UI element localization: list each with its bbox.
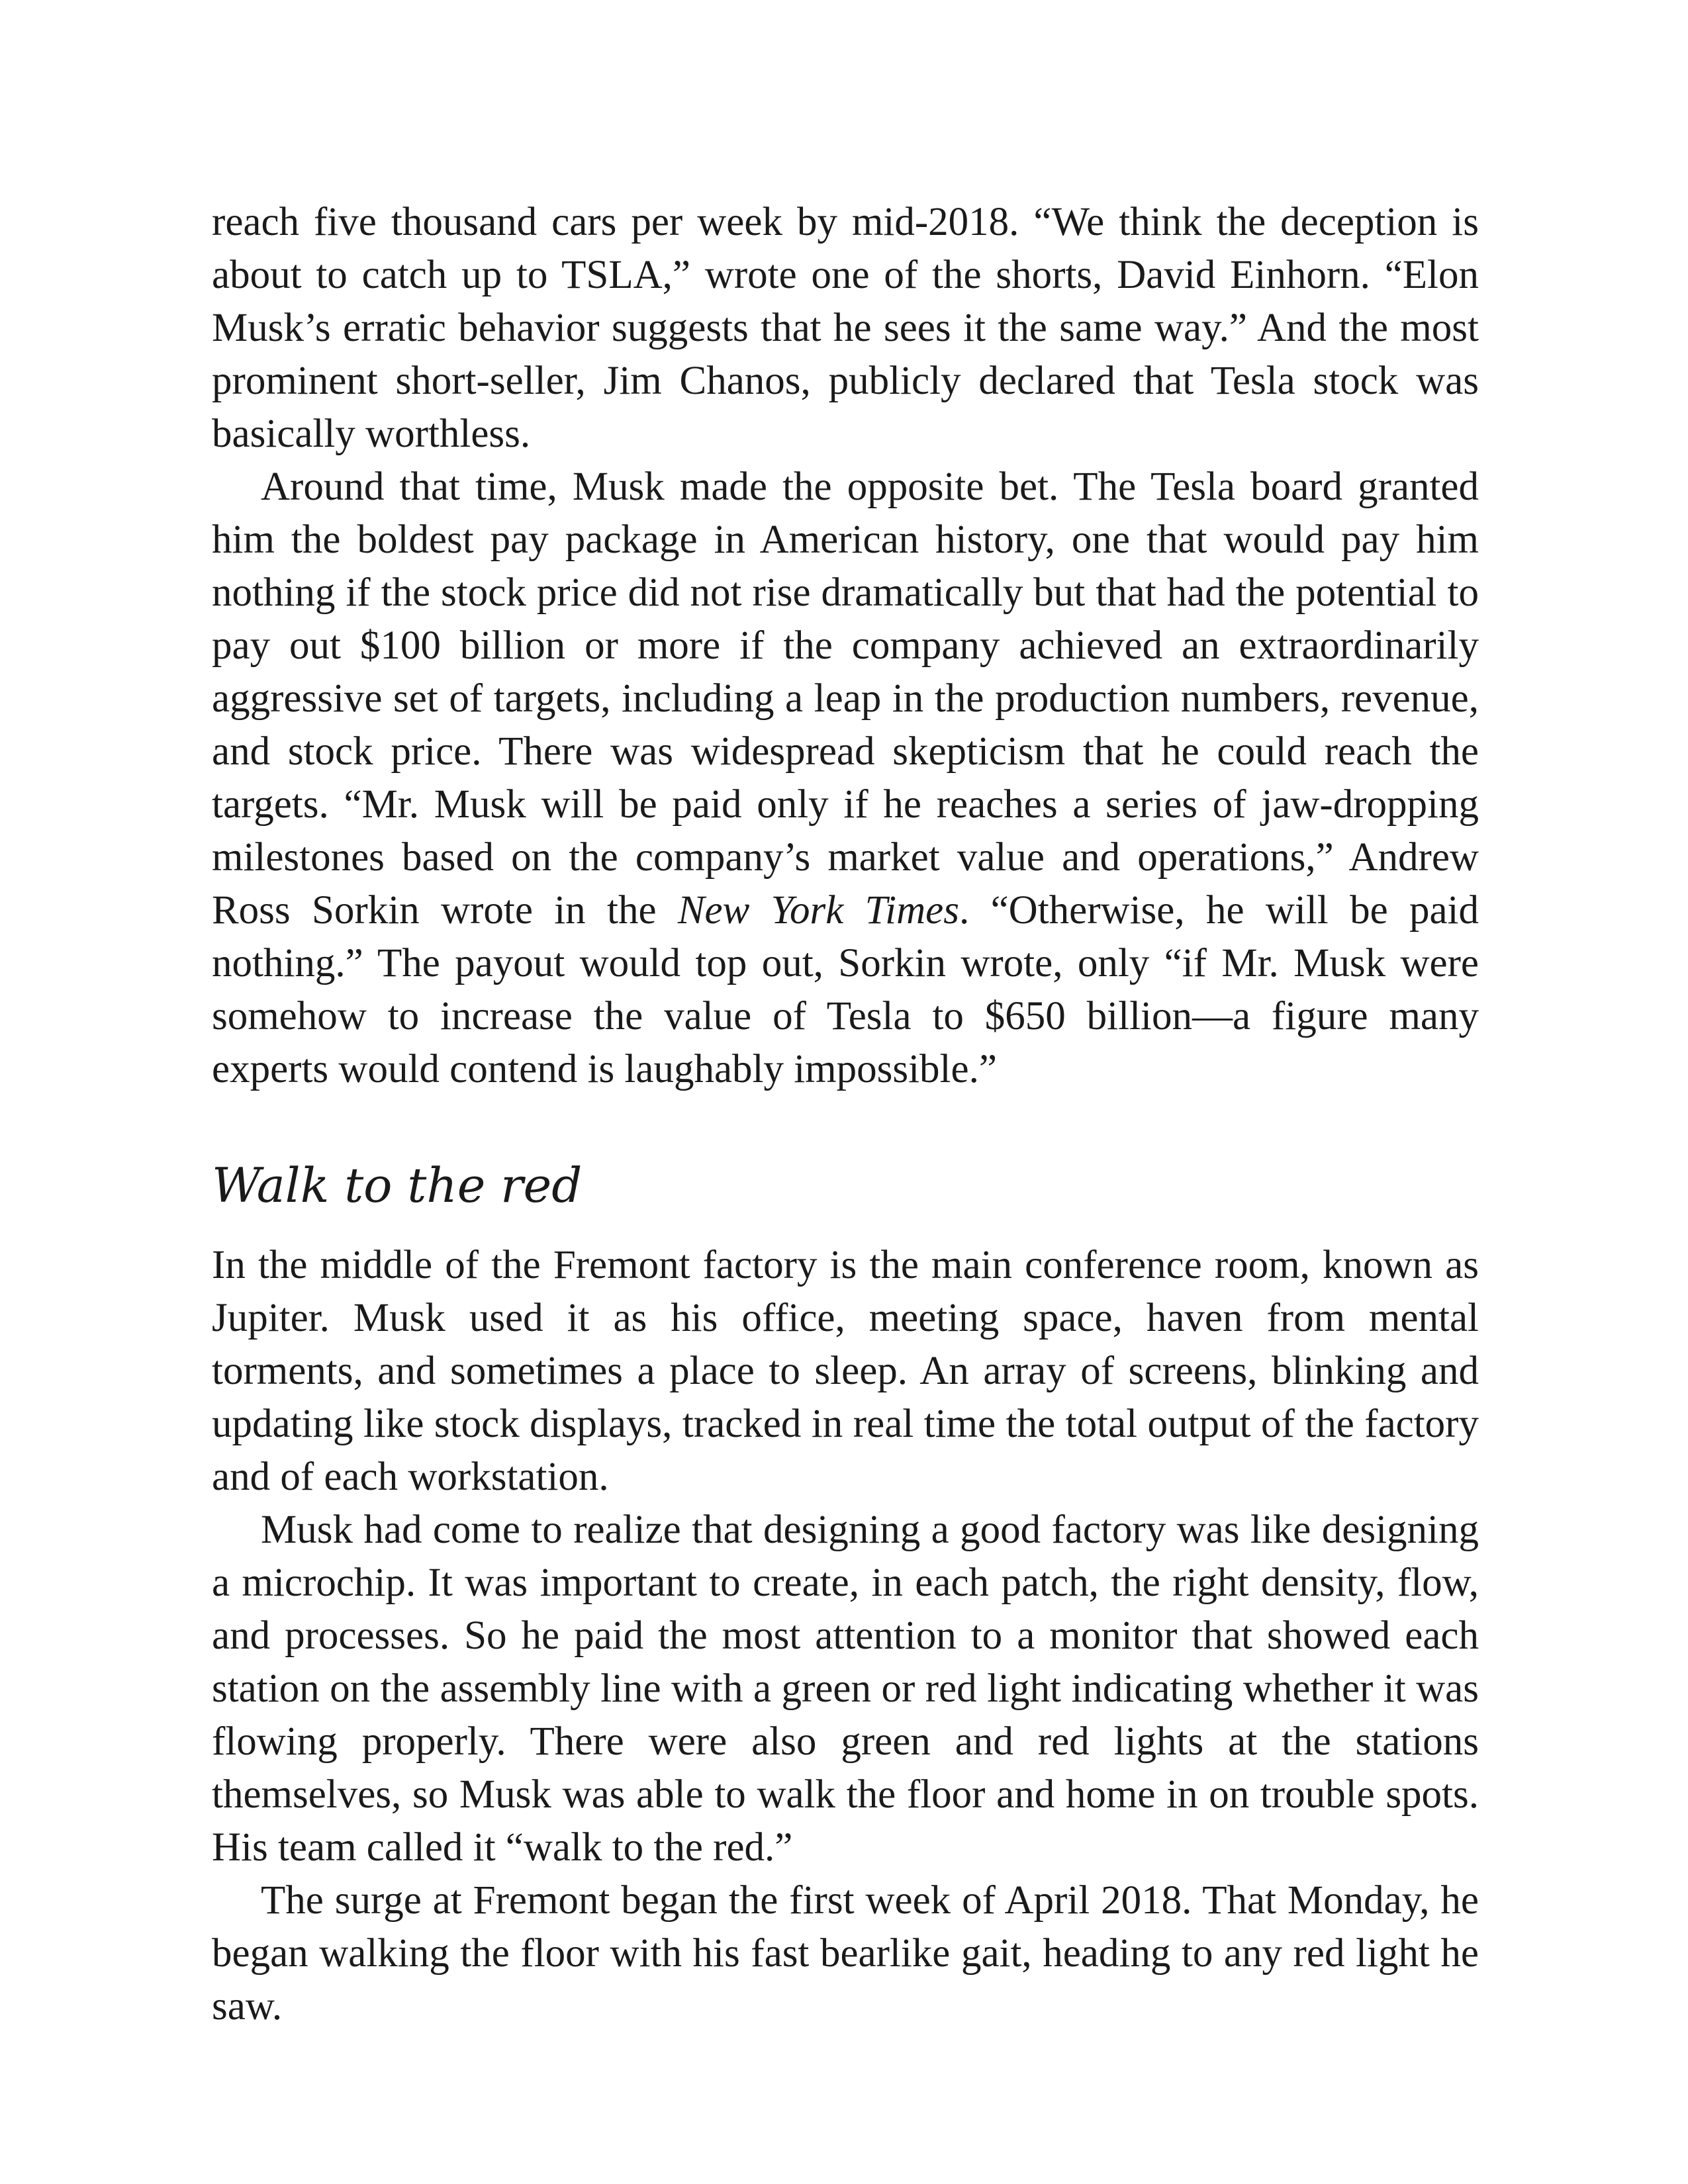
section-heading: Walk to the red [212, 1158, 583, 1213]
paragraph-1 [212, 196, 1479, 461]
paragraph-2-text-b: . “Otherwise, he will be paid nothing.” The payout would top out, Sorkin wrote, only “if Mr. Musk were somehow to increase the value of Tesla to $650 billion—a figure many experts would contend is laughably impossible.” [212, 888, 1479, 1091]
paragraph-2-text-a: Around that time, Musk made the opposite bet. The Tesla board granted him the boldest pay package in American history, one that would pay him nothing if the stock price did not rise dramatically but that had the potential to pay out $100 billion or more if the company achieved an extraordinarily aggressive set of targets, including a leap in the production numbers, revenue, and stock price. There was widespread skepticism that he could reach the targets. “Mr. Musk will be paid only if he reaches a series of jaw-dropping milestones based on the company’s market value and operations,” Andrew Ross Sorkin wrote in the [212, 465, 1479, 933]
book-page [212, 196, 1479, 2033]
paragraph-2 [212, 461, 1479, 1096]
paragraph-3-text: In the middle of the Fremont factory is the main conference room, known as Jupiter. Musk used it as his office, meeting space, haven from mental torments, and sometimes a place to sleep. An array of screens, blinking and updating like stock displays, tracked in real time the total output of the factory and of each workstation. [212, 1243, 1479, 1499]
paragraph-5-text: The surge at Fremont began the first week of April 2018. That Monday, he began walking the floor with his fast bearlike gait, heading to any red light he saw. [212, 1878, 1479, 2028]
paragraph-3 [212, 1239, 1479, 1504]
paragraph-1-text: reach five thousand cars per week by mid-2018. “We think the deception is about to catch up to TSLA,” wrote one of the shorts, David Einhorn. “Elon Musk’s erratic behavior suggests that he sees it the same way.” And the most prominent short-seller, Jim Chanos, publicly declared that Tesla stock was basically worthless. [212, 200, 1479, 456]
publication-title: New York Times [677, 888, 959, 933]
paragraph-4-text: Musk had come to realize that designing a good factory was like designing a microchip. It was important to create, in each patch, the right density, flow, and processes. So he paid the most attention to a monitor that showed each station on the assembly line with a green or red light indicating whether it was flowing properly. There were also green and red lights at the stations themselves, so Musk was able to walk the floor and home in on trouble spots. His team called it “walk to the red.” [212, 1508, 1479, 1870]
paragraph-4 [212, 1504, 1479, 1874]
paragraph-5 [212, 1874, 1479, 2033]
